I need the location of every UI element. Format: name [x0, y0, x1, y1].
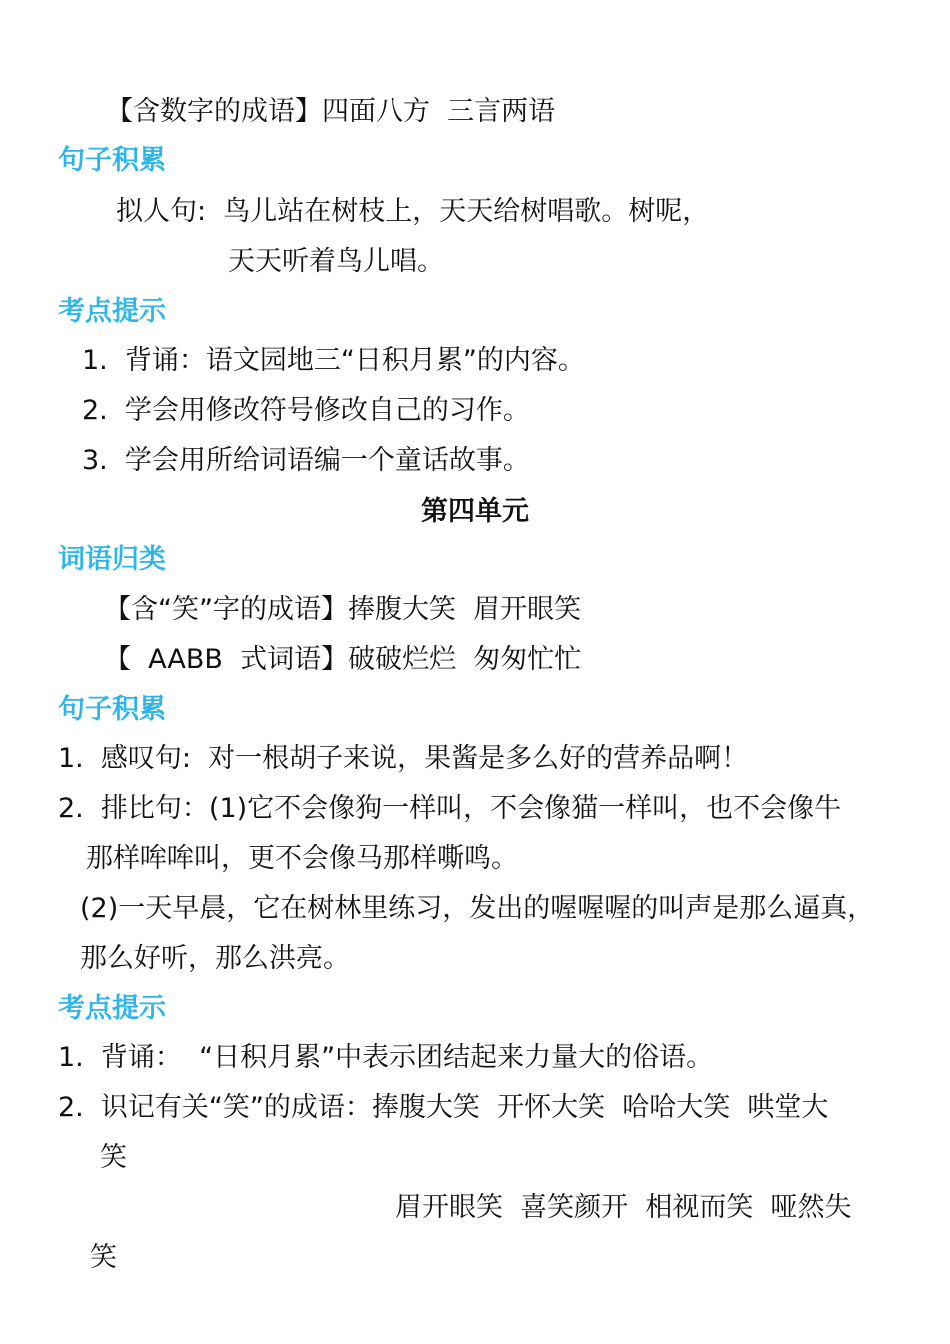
tip-item-unit3-1: 1. 背诵：语文园地三“日积月累”的内容。: [82, 345, 585, 376]
tip-item-unit3-2: 2. 学会用修改符号修改自己的习作。: [82, 395, 530, 426]
personification-line-2: 天天听着鸟儿唱。: [228, 246, 444, 277]
sentences-heading-unit4: 句子积累: [58, 694, 166, 725]
unit4-title: 第四单元: [421, 496, 529, 527]
tip-item-unit4-2-line-3: 眉开眼笑 喜笑颜开 相视而笑 哑然失: [395, 1192, 852, 1223]
parallelism-line-1: 2. 排比句：(1)它不会像狗一样叫，不会像猫一样叫，也不会像牛: [58, 793, 842, 824]
tips-heading-unit4: 考点提示: [58, 993, 166, 1024]
parallelism-line-3: (2)一天早晨，它在树林里练习，发出的喔喔喔的叫声是那么逼真，: [80, 893, 875, 924]
exclamation-line: 1. 感叹句: 对一根胡子来说，果酱是多么好的营养品啊！: [58, 743, 749, 774]
tip-item-unit4-2-line-1: 2. 识记有关“笑”的成语：捧腹大笑 开怀大笑 哈哈大笑 哄堂大: [58, 1092, 829, 1123]
aabb-words-line: 【 AABB 式词语】破破烂烂 匆匆忙忙: [104, 644, 582, 675]
idiom-numbers-line: 【含数字的成语】四面八方 三言两语: [106, 96, 556, 127]
tip-item-unit4-1: 1. 背诵： “日积月累”中表示团结起来力量大的俗语。: [58, 1042, 714, 1073]
tip-item-unit4-2-line-4: 笑: [90, 1242, 117, 1273]
idiom-laugh-line: 【含“笑”字的成语】捧腹大笑 眉开眼笑: [104, 594, 582, 625]
parallelism-line-4: 那么好听，那么洪亮。: [80, 943, 350, 974]
tip-item-unit4-2-line-2: 笑: [100, 1142, 127, 1173]
sentences-heading-unit3: 句子积累: [58, 145, 166, 176]
tips-heading-unit3: 考点提示: [58, 296, 166, 327]
words-heading-unit4: 词语归类: [58, 544, 166, 575]
personification-line-1: 拟人句: 鸟儿站在树枝上，天天给树唱歌。树呢，: [116, 196, 710, 227]
tip-item-unit3-3: 3. 学会用所给词语编一个童话故事。: [82, 445, 530, 476]
parallelism-line-2: 那样哞哞叫，更不会像马那样嘶鸣。: [86, 843, 518, 874]
